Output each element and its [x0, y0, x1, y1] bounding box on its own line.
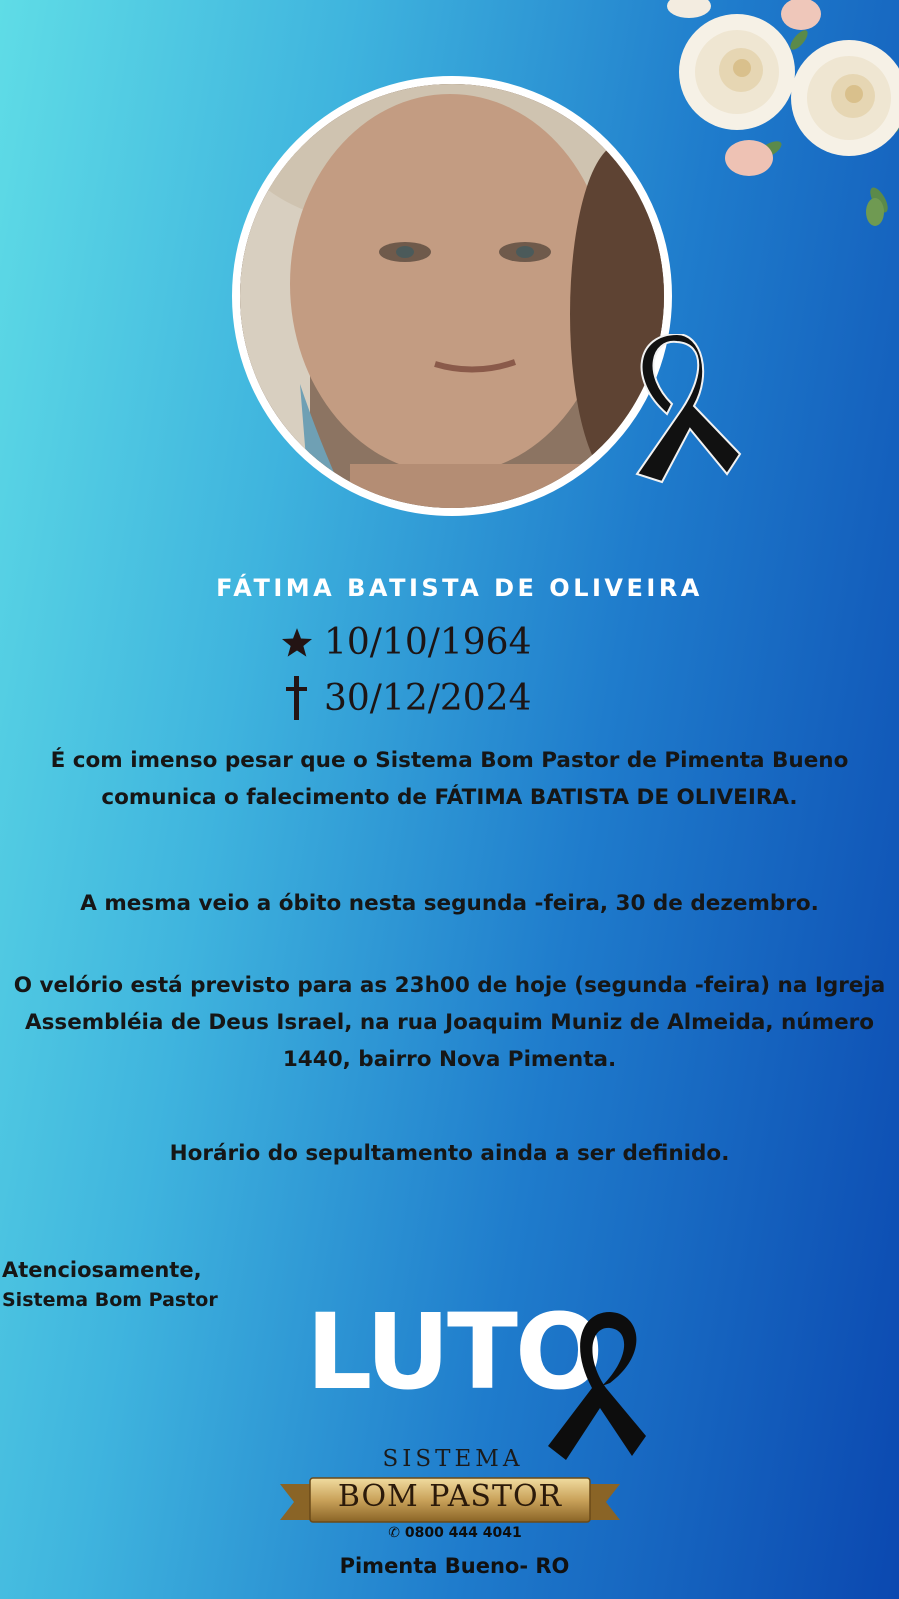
logo-phone-number: 0800 444 4041 [404, 1525, 522, 1541]
death-date-row [278, 676, 532, 720]
logo-phone [370, 1525, 540, 1541]
cross-icon [278, 676, 316, 720]
death-date: 30/12/2024 [324, 677, 532, 719]
star-icon [278, 626, 316, 660]
luto-heading: LUTO [306, 1291, 601, 1413]
closing-signature [2, 1255, 218, 1315]
bom-pastor-logo-banner [280, 1476, 620, 1528]
mourning-ribbon-icon [632, 334, 752, 484]
phone-icon: ✆ [388, 1525, 400, 1541]
announcement-paragraph: É com imenso pesar que o Sistema Bom Pastor de Pimenta Bueno comunica o falecimento de FÁTIMA BATISTA DE OLIVEIRA. [50, 748, 849, 810]
white-roses-decoration [649, 0, 899, 240]
birth-date: 10/10/1964 [324, 622, 532, 663]
closing-greeting: Atenciosamente, [2, 1258, 202, 1282]
burial-time-paragraph: Horário do sepultamento ainda a ser definido. [169, 1141, 730, 1166]
portrait-photo [232, 76, 672, 516]
birth-date-row [278, 622, 532, 663]
mourning-ribbon-icon [540, 1308, 650, 1468]
deceased-name: FÁTIMA BATISTA DE OLIVEIRA [216, 574, 703, 602]
city-label: Pimenta Bueno- RO [339, 1554, 570, 1578]
logo-brand-text: BOM PASTOR [337, 1479, 563, 1514]
logo-sistema-text: SISTEMA [382, 1446, 524, 1472]
closing-sender: Sistema Bom Pastor [2, 1289, 218, 1311]
death-date-paragraph: A mesma veio a óbito nesta segunda -feira, 30 de dezembro. [80, 891, 819, 916]
wake-details-paragraph: O velório está previsto para as 23h00 de hoje (segunda -feira) na Igreja Assembléia de Deus Israel, na rua Joaquim Muniz de Almeida, número 1440, bairro Nova Pimenta. [13, 973, 886, 1072]
